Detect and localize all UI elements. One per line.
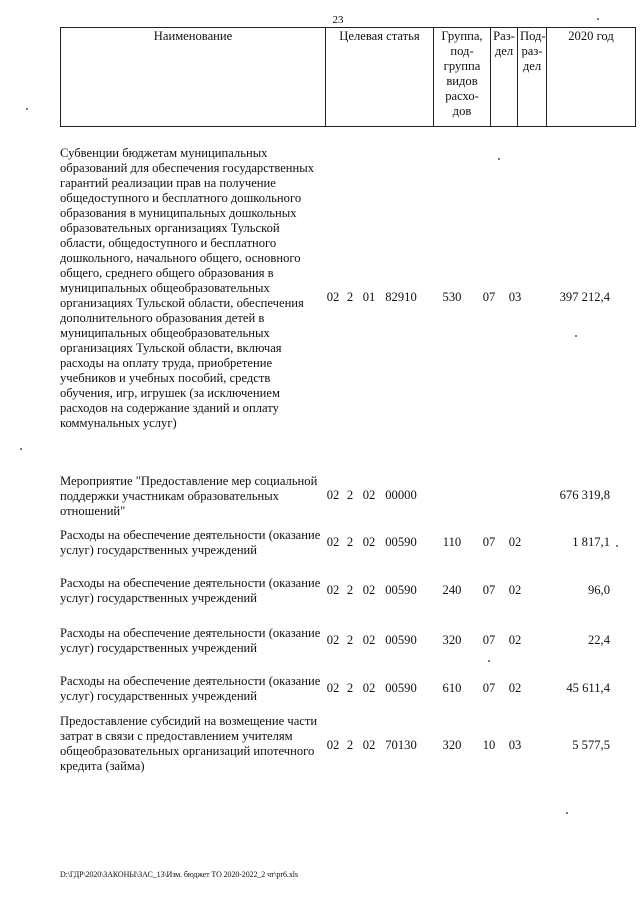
table-row [60, 674, 613, 706]
row-group: 610 [442, 681, 462, 695]
table-row [60, 714, 613, 778]
row-code-program: 02 [326, 290, 340, 304]
row-podrazdel: 03 [508, 290, 522, 304]
row-razdel: 07 [482, 583, 496, 597]
row-code-direction: 00590 [385, 681, 417, 695]
row-code-subprogram: 2 [346, 488, 354, 502]
page-number: 23 [332, 14, 344, 26]
table-row [60, 474, 613, 522]
row-podrazdel: 02 [508, 681, 522, 695]
row-group: 320 [442, 738, 462, 752]
scan-speckle [597, 18, 599, 20]
row-name: Расходы на обеспечение деятельности (оказание услуг) государственных учреждений [60, 626, 321, 655]
scan-speckle [498, 158, 500, 160]
row-code-program: 02 [326, 535, 340, 549]
row-code-subprogram: 2 [346, 583, 354, 597]
row-razdel: 07 [482, 633, 496, 647]
row-amount: 5 577,5 [572, 738, 610, 752]
row-code-program: 02 [326, 738, 340, 752]
scan-speckle [575, 335, 577, 337]
scan-speckle [566, 812, 568, 814]
row-podrazdel: 02 [508, 583, 522, 597]
row-name: Предоставление субсидий на возмещение части затрат в связи с предоставлением учителям общеобразовательных организаций ипотечного кредита (займа) [60, 714, 318, 773]
row-code-subprogram: 2 [346, 633, 354, 647]
scan-speckle [20, 448, 22, 450]
row-podrazdel: 03 [508, 738, 522, 752]
row-group: 240 [442, 583, 462, 597]
row-amount: 96,0 [587, 583, 610, 597]
row-amount: 22,4 [587, 633, 610, 647]
row-code-direction: 00590 [385, 583, 417, 597]
scan-speckle [26, 108, 28, 110]
row-code-subprogram: 2 [346, 290, 354, 304]
scan-speckle [488, 660, 490, 662]
row-code-event: 02 [362, 738, 376, 752]
header-group: Группа, под- группа видов расхо- дов [434, 28, 491, 127]
file-path-footer: D:\ГДР\2020\ЗАКОНЫ\ЗАС_13\Изм. бюджет ТО 2020-2022_2 чт\pr6.xls [60, 870, 298, 879]
row-code-direction: 82910 [385, 290, 417, 304]
row-code-event: 01 [362, 290, 376, 304]
row-code-direction: 00590 [385, 535, 417, 549]
row-code-subprogram: 2 [346, 535, 354, 549]
row-amount: 676 319,8 [559, 488, 610, 502]
row-code-subprogram: 2 [346, 681, 354, 695]
row-code-direction: 70130 [385, 738, 417, 752]
row-group: 530 [442, 290, 462, 304]
header-name: Наименование [61, 28, 326, 127]
row-podrazdel: 02 [508, 535, 522, 549]
row-amount: 397 212,4 [559, 290, 610, 304]
header-target-article: Целевая статья [326, 28, 434, 127]
row-amount: 1 817,1 [572, 535, 610, 549]
row-podrazdel: 02 [508, 633, 522, 647]
header-podrazdel: Под- раз- дел [518, 28, 547, 127]
row-name: Расходы на обеспечение деятельности (оказание услуг) государственных учреждений [60, 528, 321, 557]
row-group: 320 [442, 633, 462, 647]
row-amount: 45 611,4 [566, 681, 610, 695]
row-code-event: 02 [362, 583, 376, 597]
row-razdel: 07 [482, 535, 496, 549]
row-razdel: 07 [482, 290, 496, 304]
row-code-event: 02 [362, 681, 376, 695]
row-code-direction: 00000 [385, 488, 417, 502]
scan-speckle [616, 545, 618, 547]
row-code-event: 02 [362, 535, 376, 549]
table-row [60, 528, 613, 560]
row-razdel: 07 [482, 681, 496, 695]
row-code-direction: 00590 [385, 633, 417, 647]
row-name: Расходы на обеспечение деятельности (оказание услуг) государственных учреждений [60, 576, 321, 605]
row-code-event: 02 [362, 633, 376, 647]
header-year: 2020 год [547, 28, 636, 127]
row-code-program: 02 [326, 583, 340, 597]
table-row [60, 146, 613, 446]
row-name: Мероприятие "Предоставление мер социальной поддержки участникам образовательных отношений" [60, 474, 318, 518]
row-code-program: 02 [326, 633, 340, 647]
row-code-event: 02 [362, 488, 376, 502]
row-name: Субвенции бюджетам муниципальных образований для обеспечения государственных гарантий реализации прав на получение общедоступного и бесплатного дошкольного образования в муниципальных дошкольных образовательных организациях Тульской области, общедоступного и бесплатного дошкольного, начального общего, основного общего, среднего общего образования в муниципальных общеобразовательных организациях Тульской области, обеспечения дополнительного образования детей в муниципальных общеобразовательных организациях Тульской области, включая расходы на оплату труда, приобретение учебников и учебных пособий, средств обучения, игр, игрушек (за исключением расходов на содержание зданий и оплату коммунальных услуг) [60, 146, 315, 430]
row-code-program: 02 [326, 488, 340, 502]
budget-table-header [60, 27, 636, 127]
row-code-program: 02 [326, 681, 340, 695]
header-razdel: Раз- дел [491, 28, 518, 127]
row-razdel: 10 [482, 738, 496, 752]
row-code-subprogram: 2 [346, 738, 354, 752]
table-row [60, 626, 613, 658]
table-row [60, 576, 613, 608]
row-name: Расходы на обеспечение деятельности (оказание услуг) государственных учреждений [60, 674, 321, 703]
row-group: 110 [442, 535, 462, 549]
